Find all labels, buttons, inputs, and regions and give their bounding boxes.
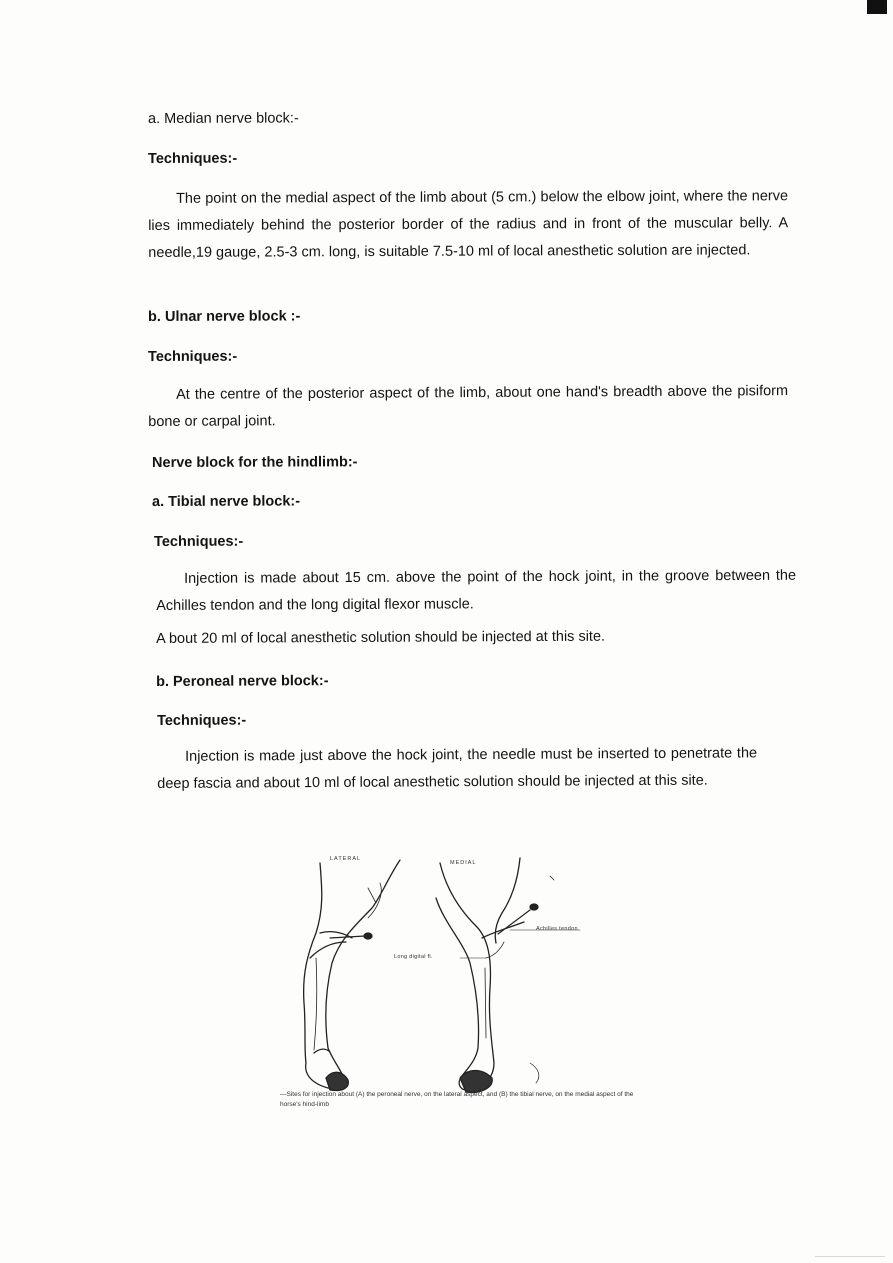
figure-caption: —Sites for injection about (A) the peroneal nerve, on the lateral aspect, and (B) the tibial nerve, on the medial aspect of the horse's hind-limb bbox=[280, 1091, 634, 1108]
tibial-heading: a. Tibial nerve block:- bbox=[152, 493, 301, 510]
tibial-technique-paragraph: Injection is made about 15 cm. above the point of the hock joint, in the groove between the Achilles tendon and the long digital flexor muscle. bbox=[156, 567, 797, 614]
peroneal-heading: b. Peroneal nerve block:- bbox=[156, 673, 329, 690]
tibial-dose-paragraph: A bout 20 ml of local anesthetic solution should be injected at this site. bbox=[156, 628, 606, 647]
ulnar-techniques-label: Techniques:- bbox=[148, 348, 238, 365]
long-digital-flexor-label: Long digital fl. bbox=[394, 954, 433, 960]
ulnar-heading: b. Ulnar nerve block :- bbox=[148, 308, 301, 325]
hindlimb-heading: Nerve block for the hindlimb:- bbox=[152, 454, 358, 471]
medial-label: MEDIAL bbox=[450, 860, 477, 866]
ulnar-technique-paragraph: At the centre of the posterior aspect of the limb, about one hand's breadth above the pisiform bone or carpal joint. bbox=[148, 383, 789, 430]
tibial-techniques-label: Techniques:- bbox=[154, 533, 244, 550]
peroneal-techniques-label: Techniques:- bbox=[157, 712, 247, 729]
median-technique-paragraph: The point on the medial aspect of the limb about (5 cm.) below the elbow joint, where the nerve lies immediately behind the posterior border of the radius and in front of the muscular belly. A needle,19 gauge, 2.5-3 cm. long, is suitable 7.5-10 ml of local anesthetic solution are injected. bbox=[148, 188, 789, 261]
scan-edge-line bbox=[815, 1256, 885, 1257]
scan-corner-mark bbox=[867, 0, 887, 14]
median-techniques-label: Techniques:- bbox=[148, 150, 238, 167]
hind-limb-drawing bbox=[280, 838, 650, 1098]
achilles-tendon-label: Achilles tendon bbox=[536, 926, 578, 932]
lateral-label: LATERAL bbox=[330, 856, 362, 862]
median-heading: a. Median nerve block:- bbox=[148, 110, 299, 127]
peroneal-technique-paragraph: Injection is made just above the hock joint, the needle must be inserted to penetrate the deep fascia and about 10 ml of local anesthetic solution should be injected at this site. bbox=[157, 745, 758, 792]
